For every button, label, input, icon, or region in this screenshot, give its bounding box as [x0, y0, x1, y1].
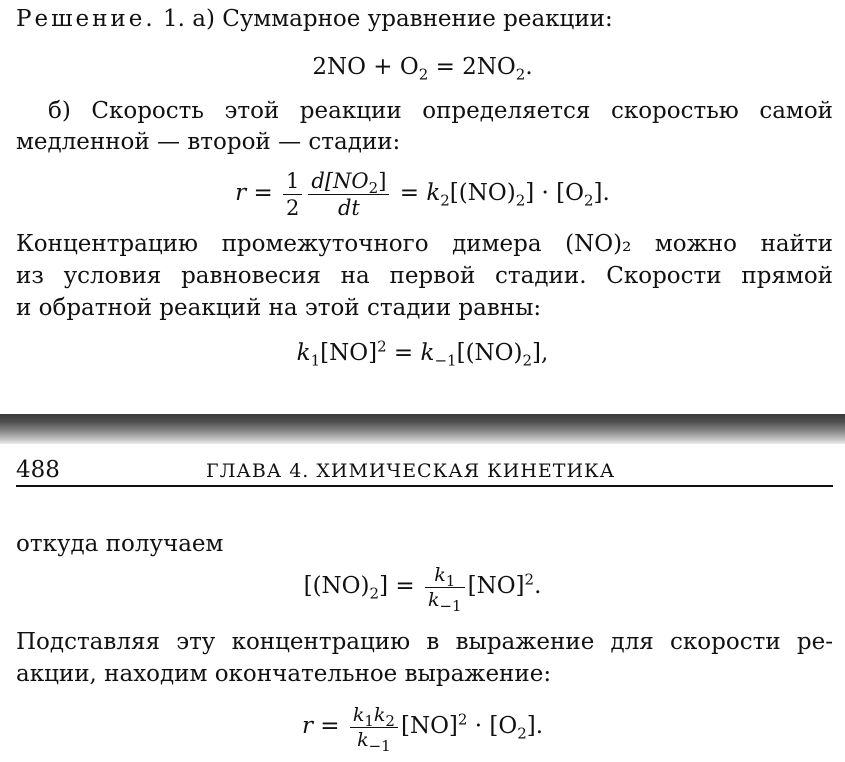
- paragraph-substitute-line1: Подставляя эту концентрацию в выражение для скорости ре-: [16, 629, 833, 655]
- equation-final-rate: r = $\frac{k_1k_2}{k_{-1}}$ $[NO]^2 \cdot [O_2]$.: [301, 703, 544, 755]
- paragraph-b-line1: б) Скорость этой реакции определяется скоростью самой: [48, 98, 833, 124]
- paragraph-substitute-line2: акции, находим окончательное выражение:: [16, 661, 552, 687]
- paragraph-dimer-line1: Концентрацию промежуточного димера (NO)₂ можно найти: [16, 231, 833, 257]
- fraction-k1k2-over-kminus1: $\frac{k_1k_2}{k_{-1}}$: [350, 703, 398, 752]
- lower-page-fragment: [0, 445, 845, 762]
- solution-line: [16, 4, 833, 34]
- fraction-derivative: $\frac{d[NO_2]}{dt}$: [308, 168, 389, 221]
- from-line: откуда получаем: [16, 531, 224, 557]
- equation-rate: r = $\frac{1}{2}$ $\frac{d[NO_2]}{dt}$ = $k_2[(NO)_2] \cdot [O_2]$.: [235, 168, 610, 220]
- paragraph-b-line2: медленной — второй — стадии:: [16, 129, 401, 155]
- equation-total-reaction: $2NO + O_2 = 2NO_2$.: [312, 54, 533, 84]
- paragraph-dimer-line3: и обратной реакций на этой стадии равны:: [16, 295, 542, 321]
- paragraph-dimer-line2: из условия равновесия на первой стадии. Скорости прямой: [16, 263, 833, 289]
- chapter-title: ГЛАВА 4. ХИМИЧЕСКАЯ КИНЕТИКА: [206, 460, 616, 482]
- solution-word: Решение.: [16, 6, 156, 32]
- solution-part-a: 1. а) Суммарное уравнение реакции:: [162, 6, 613, 32]
- equation-equilibrium: $k_1[NO]^2 = k_{-1}[(NO)_2]$,: [296, 337, 549, 370]
- page-number: 488: [16, 457, 60, 483]
- fraction-one-half: $\frac{1}{2}$: [283, 168, 302, 221]
- page-break-shadow: [0, 414, 845, 444]
- fraction-k1-over-kminus1: $\frac{k_1}{k_{-1}}$: [425, 563, 465, 612]
- equation-dimer-concentration: $[(NO)_2]$ = $\frac{k_1}{k_{-1}}$ [NO]$^2$.: [303, 563, 542, 615]
